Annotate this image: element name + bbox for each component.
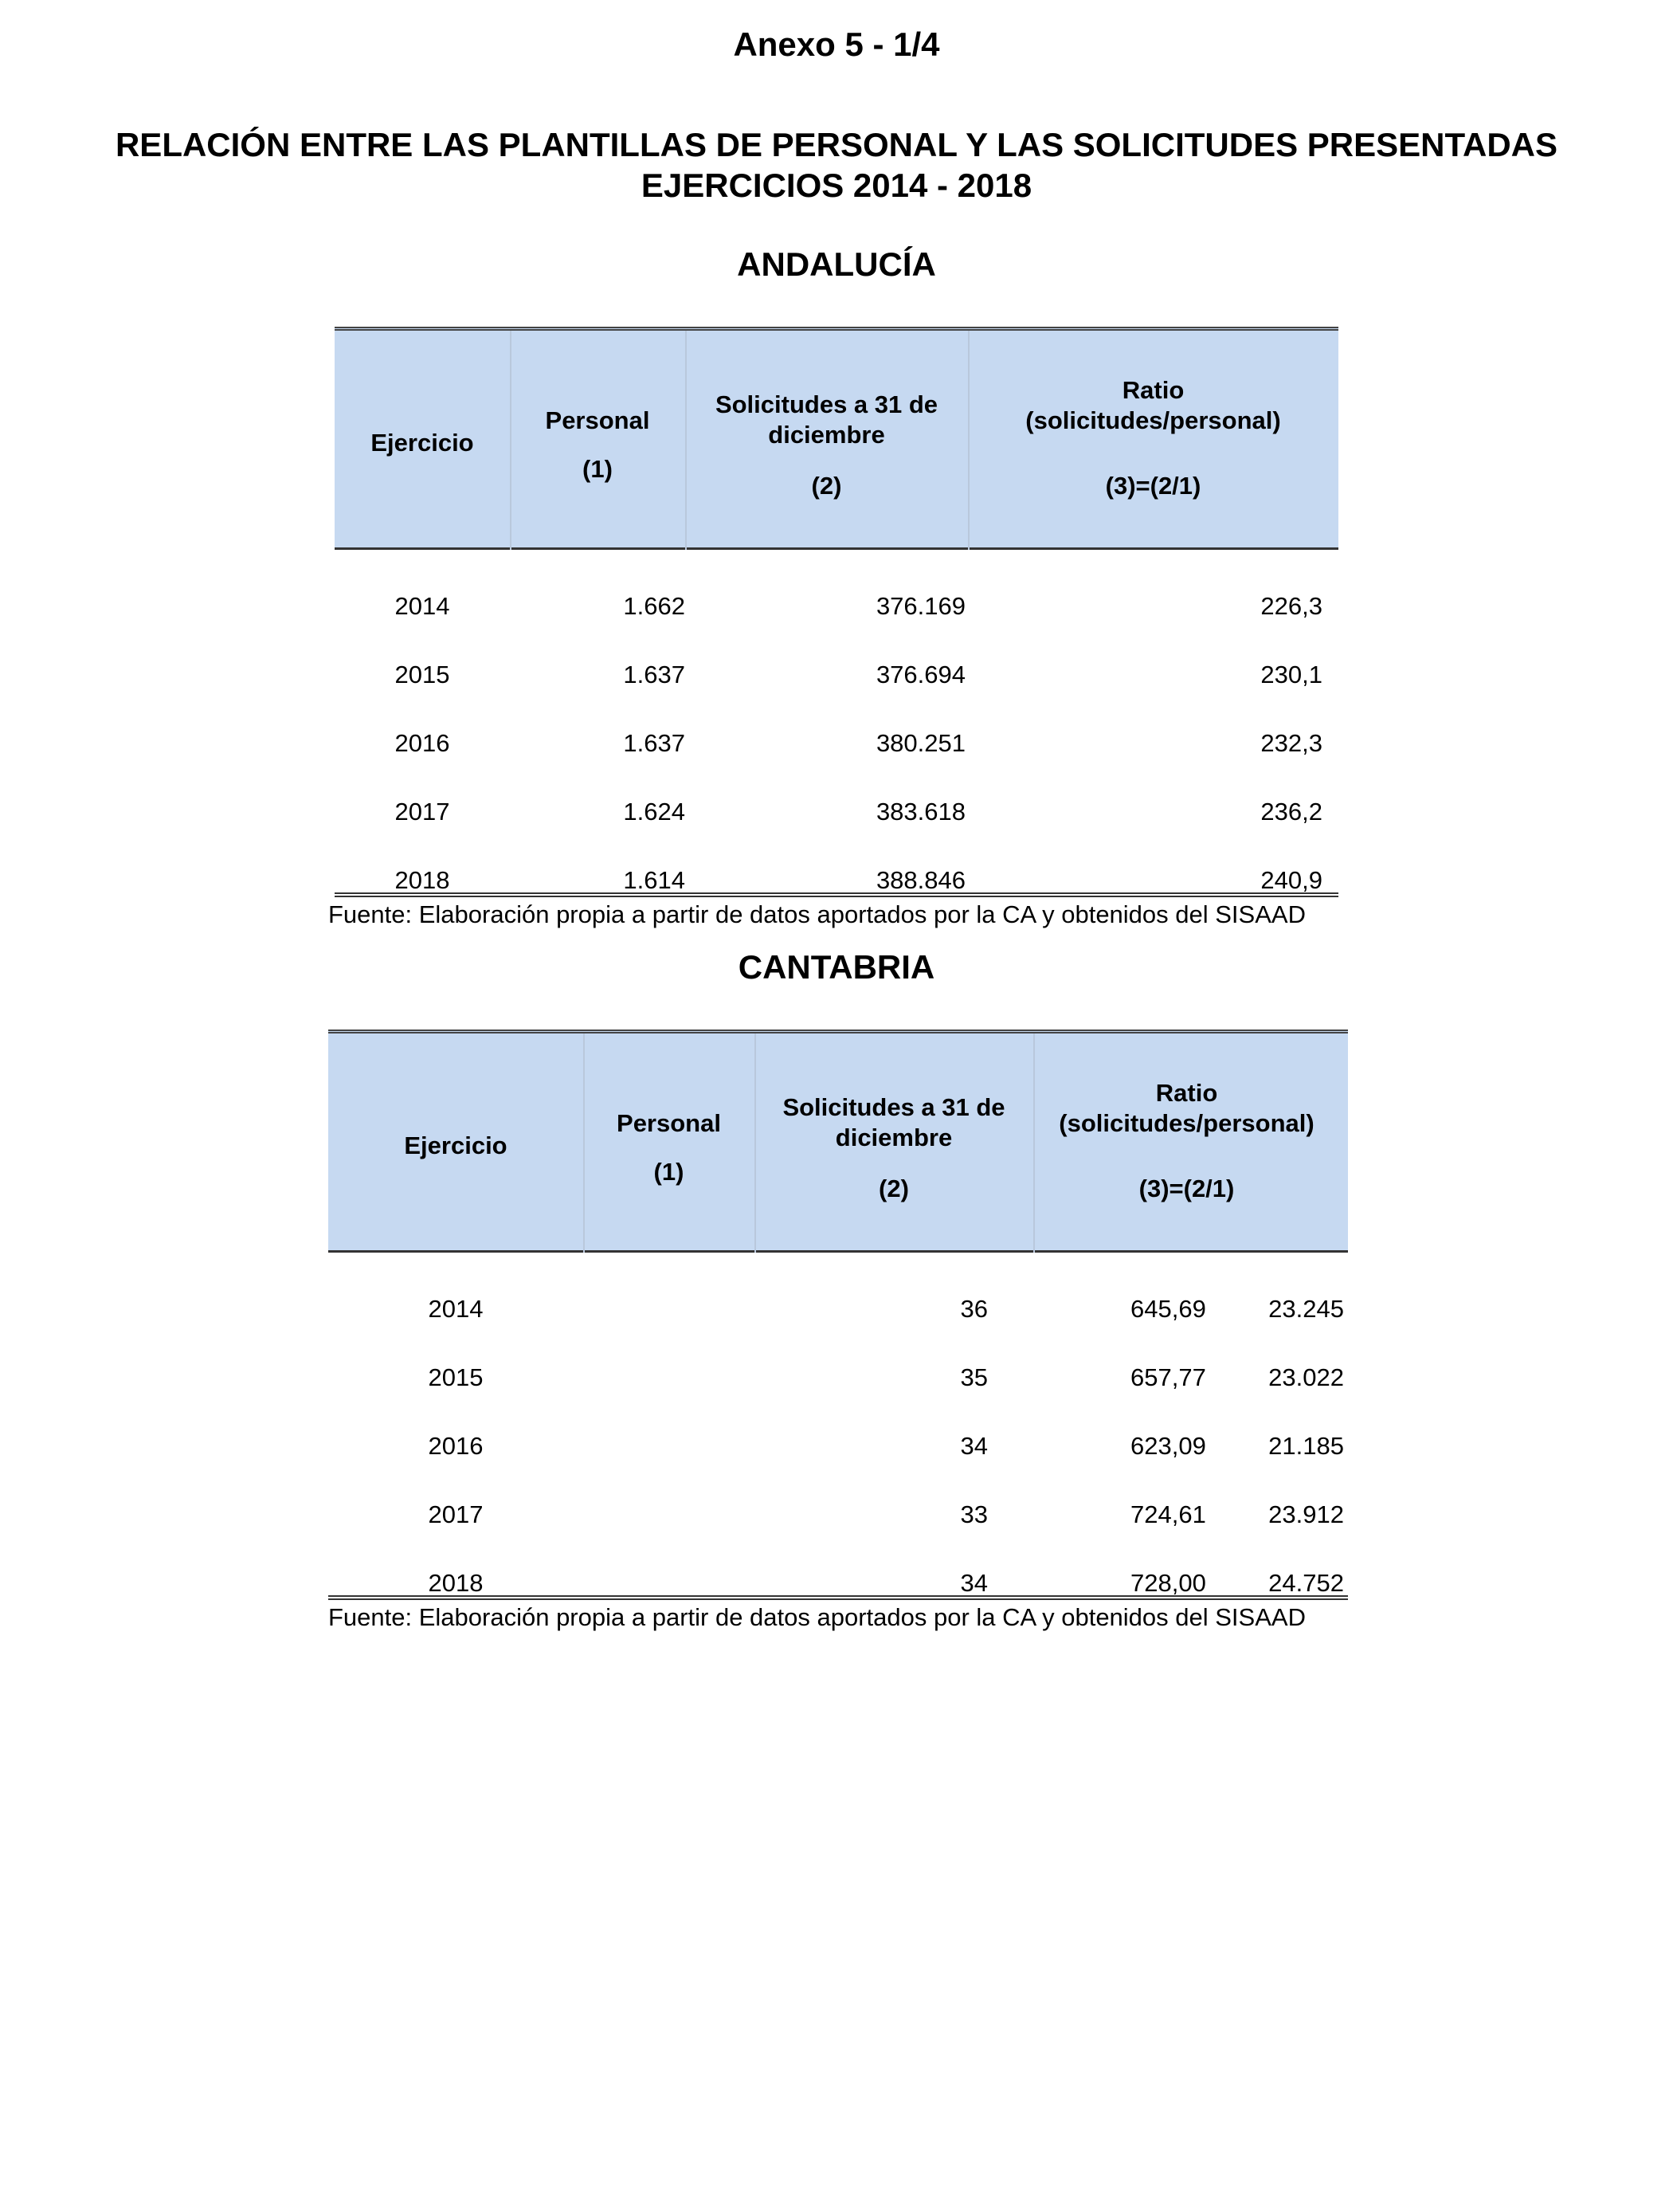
cell-ratio: 724,61 [1130,1500,1206,1528]
header-requests-2: diciembre [768,421,885,449]
cell-staff: 34 [960,1569,988,1597]
cell-year: 2017 [428,1500,484,1528]
cell-ratio: 728,00 [1130,1569,1206,1597]
header-year: Ejercicio [370,429,474,457]
table-row [335,709,1338,778]
cell-staff: 36 [960,1295,988,1323]
header-staff-ref: (1) [653,1158,684,1186]
header-ratio-ref: (3)=(2/1) [1138,1175,1235,1202]
table-row [335,572,1338,641]
header-ratio-2: (solicitudes/personal) [1059,1109,1314,1137]
table-andalucia [335,327,1338,900]
cell-requests: 383.618 [876,798,966,826]
header-requests-1: Solicitudes a 31 de [715,390,938,418]
page-title-line-1: RELACIÓN ENTRE LAS PLANTILLAS DE PERSONAL Y LAS SOLICITUDES PRESENTADAS [115,126,1558,163]
cell-ratio: 240,9 [1260,866,1322,894]
cell-ratio: 236,2 [1260,798,1322,826]
table-row [328,1343,1348,1412]
header-staff: Personal [617,1109,721,1137]
annex-label: Anexo 5 - 1/4 [733,25,940,63]
cell-year: 2017 [394,798,450,826]
header-requests-ref: (2) [811,472,842,500]
cell-requests: 23.022 [1268,1363,1344,1391]
header-requests-ref: (2) [879,1175,909,1202]
cell-requests: 388.846 [876,866,966,894]
table-header [335,327,1338,550]
table-row [335,641,1338,709]
cell-staff: 1.662 [623,592,685,620]
cell-year: 2018 [428,1569,484,1597]
table-row [335,778,1338,846]
cell-ratio: 230,1 [1260,661,1322,688]
region-title-andalucia: ANDALUCÍA [737,245,936,283]
cell-staff: 1.624 [623,798,685,826]
cell-requests: 380.251 [876,729,966,757]
table-row [328,1412,1348,1481]
cell-staff: 33 [960,1500,988,1528]
cell-ratio: 657,77 [1130,1363,1206,1391]
table-row [328,1481,1348,1549]
header-ratio-2: (solicitudes/personal) [1025,406,1281,434]
cell-ratio: 232,3 [1260,729,1322,757]
cell-year: 2016 [428,1432,484,1460]
table-bottom-rule [328,1595,1348,1600]
cell-year: 2016 [394,729,450,757]
header-requests-1: Solicitudes a 31 de [782,1093,1005,1121]
cell-requests: 24.752 [1268,1569,1344,1597]
cell-year: 2014 [428,1295,484,1323]
cell-year: 2014 [394,592,450,620]
page-title-line-2: EJERCICIOS 2014 - 2018 [641,167,1032,204]
table-cantabria [328,1030,1348,1603]
cell-requests: 23.912 [1268,1500,1344,1528]
header-staff: Personal [545,406,650,434]
cell-staff: 1.637 [623,729,685,757]
region-title-cantabria: CANTABRIA [738,948,935,986]
source-note-andalucia: Fuente: Elaboración propia a partir de datos aportados por la CA y obtenidos del SISAAD [328,900,1306,928]
header-ratio-1: Ratio [1122,376,1185,404]
cell-staff: 1.637 [623,661,685,688]
cell-requests: 376.169 [876,592,966,620]
source-note-cantabria: Fuente: Elaboración propia a partir de datos aportados por la CA y obtenidos del SISAAD [328,1603,1306,1631]
cell-requests: 23.245 [1268,1295,1344,1323]
table-header [328,1030,1348,1253]
header-year: Ejercicio [404,1131,507,1159]
table-bottom-rule [335,892,1338,897]
cell-requests: 21.185 [1268,1432,1344,1460]
header-ratio-1: Ratio [1155,1079,1218,1107]
header-staff-ref: (1) [582,455,613,483]
table-row [328,1275,1348,1343]
cell-year: 2015 [394,661,450,688]
header-ratio-ref: (3)=(2/1) [1105,472,1201,500]
cell-requests: 376.694 [876,661,966,688]
cell-year: 2018 [394,866,450,894]
header-requests-2: diciembre [835,1124,953,1151]
cell-ratio: 623,09 [1130,1432,1206,1460]
cell-ratio: 645,69 [1130,1295,1206,1323]
cell-staff: 34 [960,1432,988,1460]
cell-staff: 1.614 [623,866,685,894]
cell-year: 2015 [428,1363,484,1391]
cell-ratio: 226,3 [1260,592,1322,620]
cell-staff: 35 [960,1363,988,1391]
